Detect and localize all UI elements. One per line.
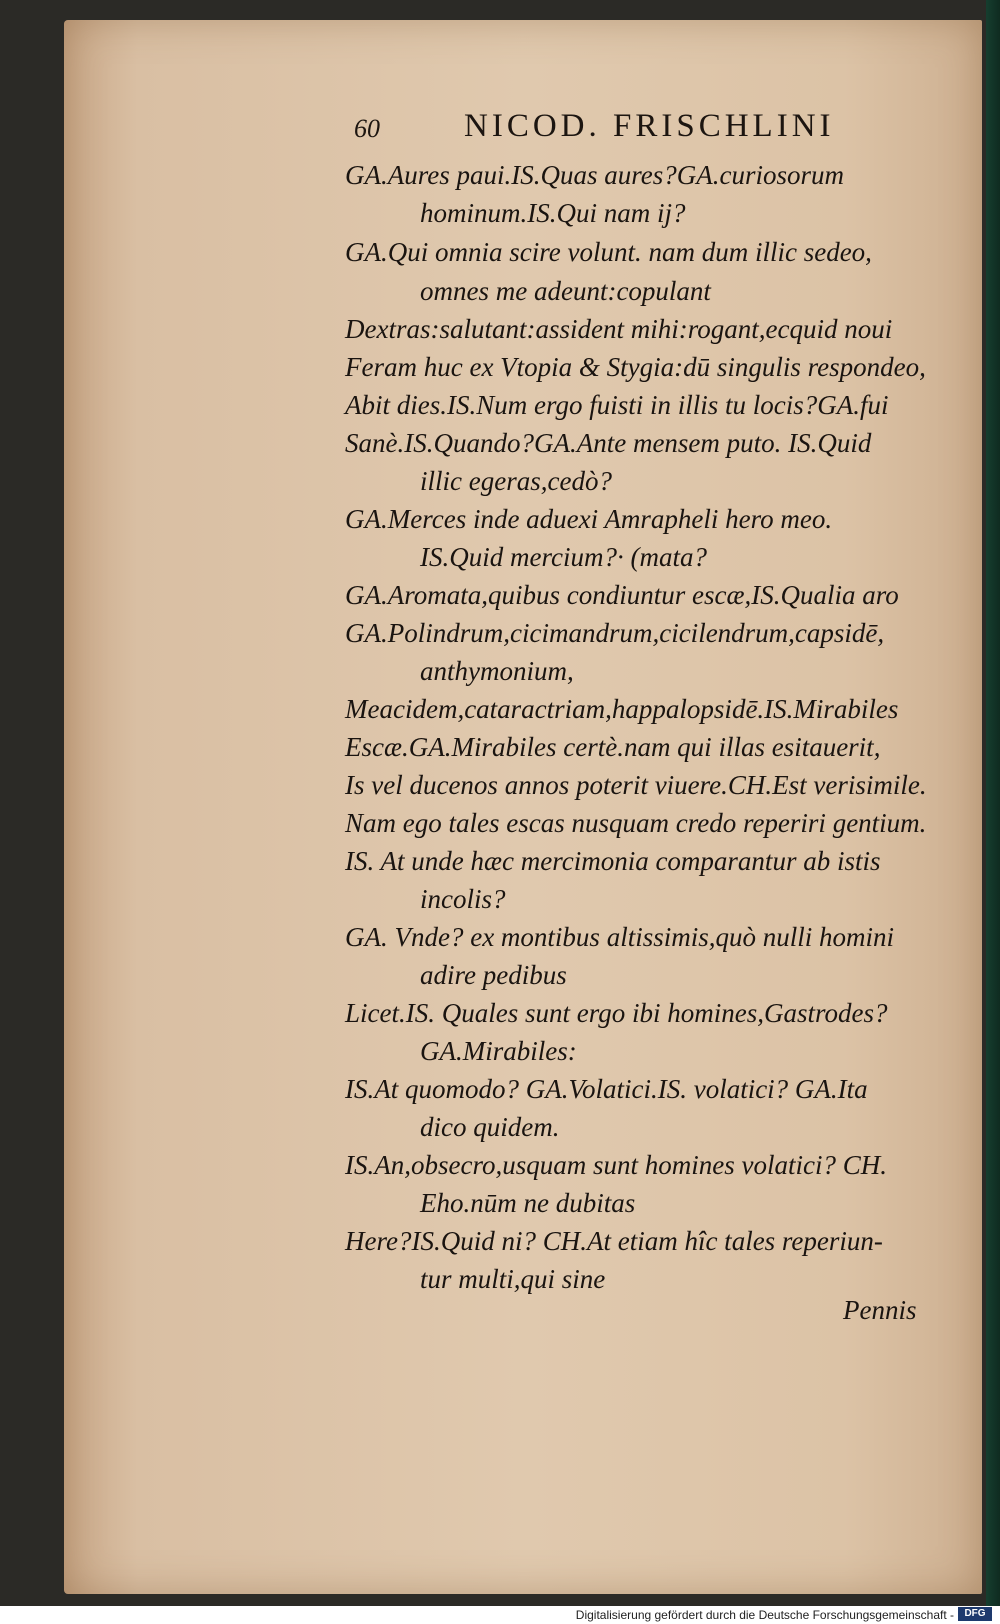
- text-line: Licet.IS. Quales sunt ergo ibi homines,Gastrodes?: [345, 998, 888, 1028]
- text-line: Here?IS.Quid ni? CH.At etiam hîc tales reperiun-: [345, 1226, 883, 1256]
- text-line: Dextras:salutant:assident mihi:rogant,ecquid noui: [345, 314, 893, 344]
- text-line: tur multi,qui sine: [420, 1264, 606, 1294]
- text-line: hominum.IS.Qui nam ij?: [420, 198, 686, 228]
- text-line: Feram huc ex Vtopia & Stygia:dū singulis respondeo,: [345, 352, 926, 382]
- text-line: Escæ.GA.Mirabiles certè.nam qui illas esitauerit,: [345, 732, 881, 762]
- text-line: anthymonium,: [420, 656, 574, 686]
- text-line: adire pedibus: [420, 960, 567, 990]
- page-header: [354, 108, 904, 148]
- text-line: GA. Vnde? ex montibus altissimis,quò nulli homini: [345, 922, 894, 952]
- text-line: GA.Qui omnia scire volunt. nam dum illic sedeo,: [345, 237, 872, 267]
- text-line: GA.Merces inde aduexi Amrapheli hero meo.: [345, 504, 833, 534]
- text-line: Is vel ducenos annos poterit viuere.CH.Est verisimile.: [345, 770, 927, 800]
- text-line: Eho.nūm ne dubitas: [420, 1188, 636, 1218]
- text-line: GA.Aures paui.IS.Quas aures?GA.curiosorum: [345, 160, 844, 190]
- text-line: dico quidem.: [420, 1112, 560, 1142]
- text-line: Abit dies.IS.Num ergo fuisti in illis tu locis?GA.fui: [345, 390, 889, 420]
- text-line: omnes me adeunt:copulant: [420, 276, 711, 306]
- text-line: IS.Quid mercium?· (mata?: [420, 542, 707, 572]
- text-line: IS.An,obsecro,usquam sunt homines volatici? CH.: [345, 1150, 887, 1180]
- text-line: GA.Mirabiles:: [420, 1036, 577, 1066]
- text-line: illic egeras,cedò?: [420, 466, 612, 496]
- digitization-credit: Digitalisierung gefördert durch die Deutsche Forschungsgemeinschaft -: [575, 1608, 954, 1622]
- catchword: Pennis: [843, 1295, 917, 1325]
- text-line: IS. At unde hæc mercimonia comparantur ab istis: [345, 846, 881, 876]
- book-binding-edge: [986, 0, 1000, 1606]
- running-head: NICOD. FRISCHLINI: [464, 108, 835, 144]
- text-line: GA.Aromata,quibus condiuntur escæ,IS.Qualia aro: [345, 580, 899, 610]
- text-line: Meacidem,cataractriam,happalopsidē.IS.Mirabiles: [345, 694, 899, 724]
- text-line: incolis?: [420, 884, 506, 914]
- text-line: Sanè.IS.Quando?GA.Ante mensem puto. IS.Quid: [345, 428, 872, 458]
- text-line: GA.Polindrum,cicimandrum,cicilendrum,capsidē,: [345, 618, 885, 648]
- text-line: IS.At quomodo? GA.Volatici.IS. volatici? GA.Ita: [345, 1074, 868, 1104]
- page-number: 60: [354, 114, 380, 143]
- dfg-logo: DFG: [958, 1607, 992, 1621]
- text-line: Nam ego tales escas nusquam credo reperiri gentium.: [345, 808, 927, 838]
